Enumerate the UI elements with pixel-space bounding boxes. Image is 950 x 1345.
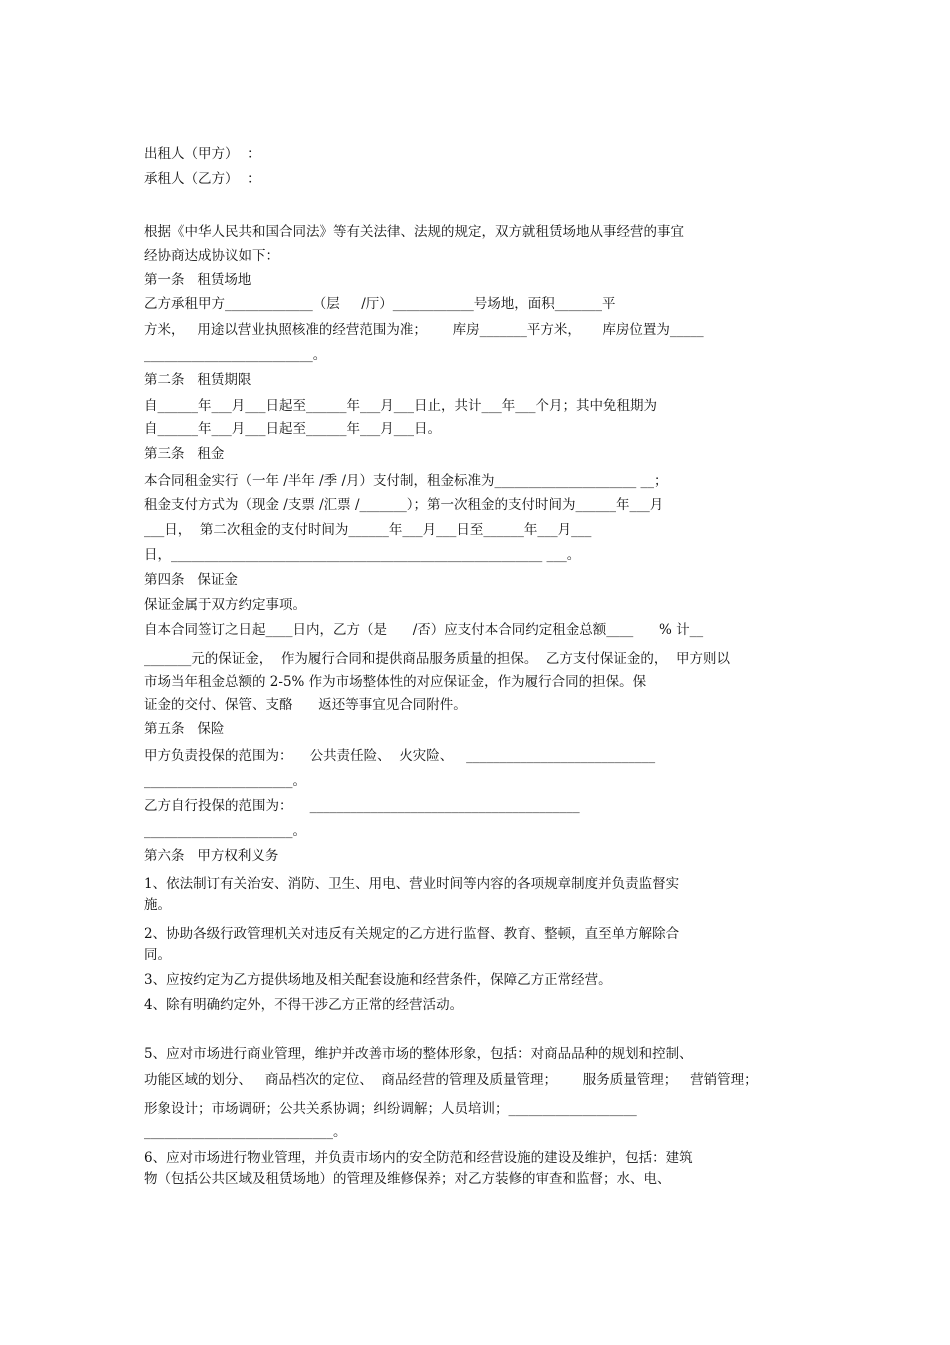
article-6-item-5c: 形象设计；市场调研；公共关系协调；纠纷调解；人员培训；___________________: [144, 1101, 637, 1117]
article-6-item-1b: 施。: [144, 897, 171, 913]
article-1-line-2: 方米， 用途以营业执照核准的经营范围为准； 库房_______平方米， 库房位置为_____: [144, 322, 704, 338]
article-6-item-5d: ____________________________。: [144, 1124, 347, 1140]
lessor-line: 出租人（甲方） ：: [144, 146, 261, 162]
article-4-line-3: _______元的保证金， 作为履行合同和提供商品服务质量的担保。 乙方支付保证金的， 甲方则以: [144, 651, 730, 667]
article-5-line-1: 甲方负责投保的范围为： 公共责任险、 火灾险、 ____________________________: [144, 748, 656, 764]
article-1-line-3: _________________________。: [144, 347, 327, 363]
article-5-line-4: ______________________。: [144, 823, 306, 839]
article-3-line-4: 日，_______________________________________________________ ___。: [144, 547, 581, 563]
article-6-item-6b: 物（包括公共区域及租赁场地）的管理及维修保养；对乙方装修的审查和监督；水、电、: [144, 1171, 671, 1187]
article-6-item-1a: 1、依法制订有关治安、消防、卫生、用电、营业时间等内容的各项规章制度并负责监督实: [144, 876, 680, 892]
article-5-title: 第五条 保险: [144, 721, 225, 737]
article-6-item-6a: 6、应对市场进行物业管理，并负责市场内的安全防范和经营设施的建设及维护，包括：建筑: [144, 1150, 693, 1166]
article-6-item-3: 3、应按约定为乙方提供场地及相关配套设施和经营条件，保障乙方正常经营。: [144, 972, 612, 988]
article-1-title: 第一条 租赁场地: [144, 272, 252, 288]
article-4-title: 第四条 保证金: [144, 572, 238, 588]
intro-line-2: 经协商达成协议如下：: [144, 248, 279, 264]
article-3-title: 第三条 租金: [144, 446, 225, 462]
article-6-item-2a: 2、协助各级行政管理机关对违反有关规定的乙方进行监督、教育、整顿，直至单方解除合: [144, 926, 680, 942]
article-6-item-4: 4、除有明确约定外，不得干涉乙方正常的经营活动。: [144, 997, 464, 1013]
article-6-item-5a: 5、应对市场进行商业管理，维护并改善市场的整体形象，包括：对商品品种的规划和控制、: [144, 1046, 693, 1062]
article-3-line-1: 本合同租金实行（一年 /半年 /季 /月）支付制，租金标准为_____________________ __；: [144, 473, 668, 489]
article-6-item-5b: 功能区域的划分、 商品档次的定位、 商品经营的管理及质量管理； 服务质量管理； 营销管理；: [144, 1072, 758, 1088]
article-4-line-5: 证金的交付、保管、支酪 返还等事宜见合同附件。: [144, 697, 467, 713]
article-4-line-2: 自本合同签订之日起____日内，乙方（是 /否）应支付本合同约定租金总额____ % 计__: [144, 622, 704, 638]
article-6-title: 第六条 甲方权利义务: [144, 848, 279, 864]
article-1-line-1: 乙方承租甲方_____________（层 /厅）____________号场地，面积_______平: [144, 296, 616, 312]
article-6-item-2b: 同。: [144, 947, 171, 963]
article-2-title: 第二条 租赁期限: [144, 372, 252, 388]
article-3-line-2: 租金支付方式为（现金 /支票 /汇票 /_______）；第一次租金的支付时间为______年___月: [144, 497, 664, 513]
article-4-line-4: 市场当年租金总额的 2-5% 作为市场整体性的对应保证金，作为履行合同的担保。保: [144, 674, 647, 690]
article-5-line-2: ______________________。: [144, 773, 306, 789]
article-4-line-1: 保证金属于双方约定事项。: [144, 597, 306, 613]
article-5-line-3: 乙方自行投保的范围为： ________________________________________: [144, 798, 580, 814]
article-2-line-1: 自______年___月___日起至______年___月___日止，共计___年___个月；其中免租期为: [144, 398, 657, 414]
article-3-line-3: ___日， 第二次租金的支付时间为______年___月___日至______年___月___: [144, 522, 592, 538]
article-2-line-2: 自______年___月___日起至______年___月___日。: [144, 421, 441, 437]
lessee-line: 承租人（乙方） ：: [144, 171, 261, 187]
intro-line-1: 根据《中华人民共和国合同法》等有关法律、法规的规定，双方就租赁场地从事经营的事宜: [144, 224, 684, 240]
